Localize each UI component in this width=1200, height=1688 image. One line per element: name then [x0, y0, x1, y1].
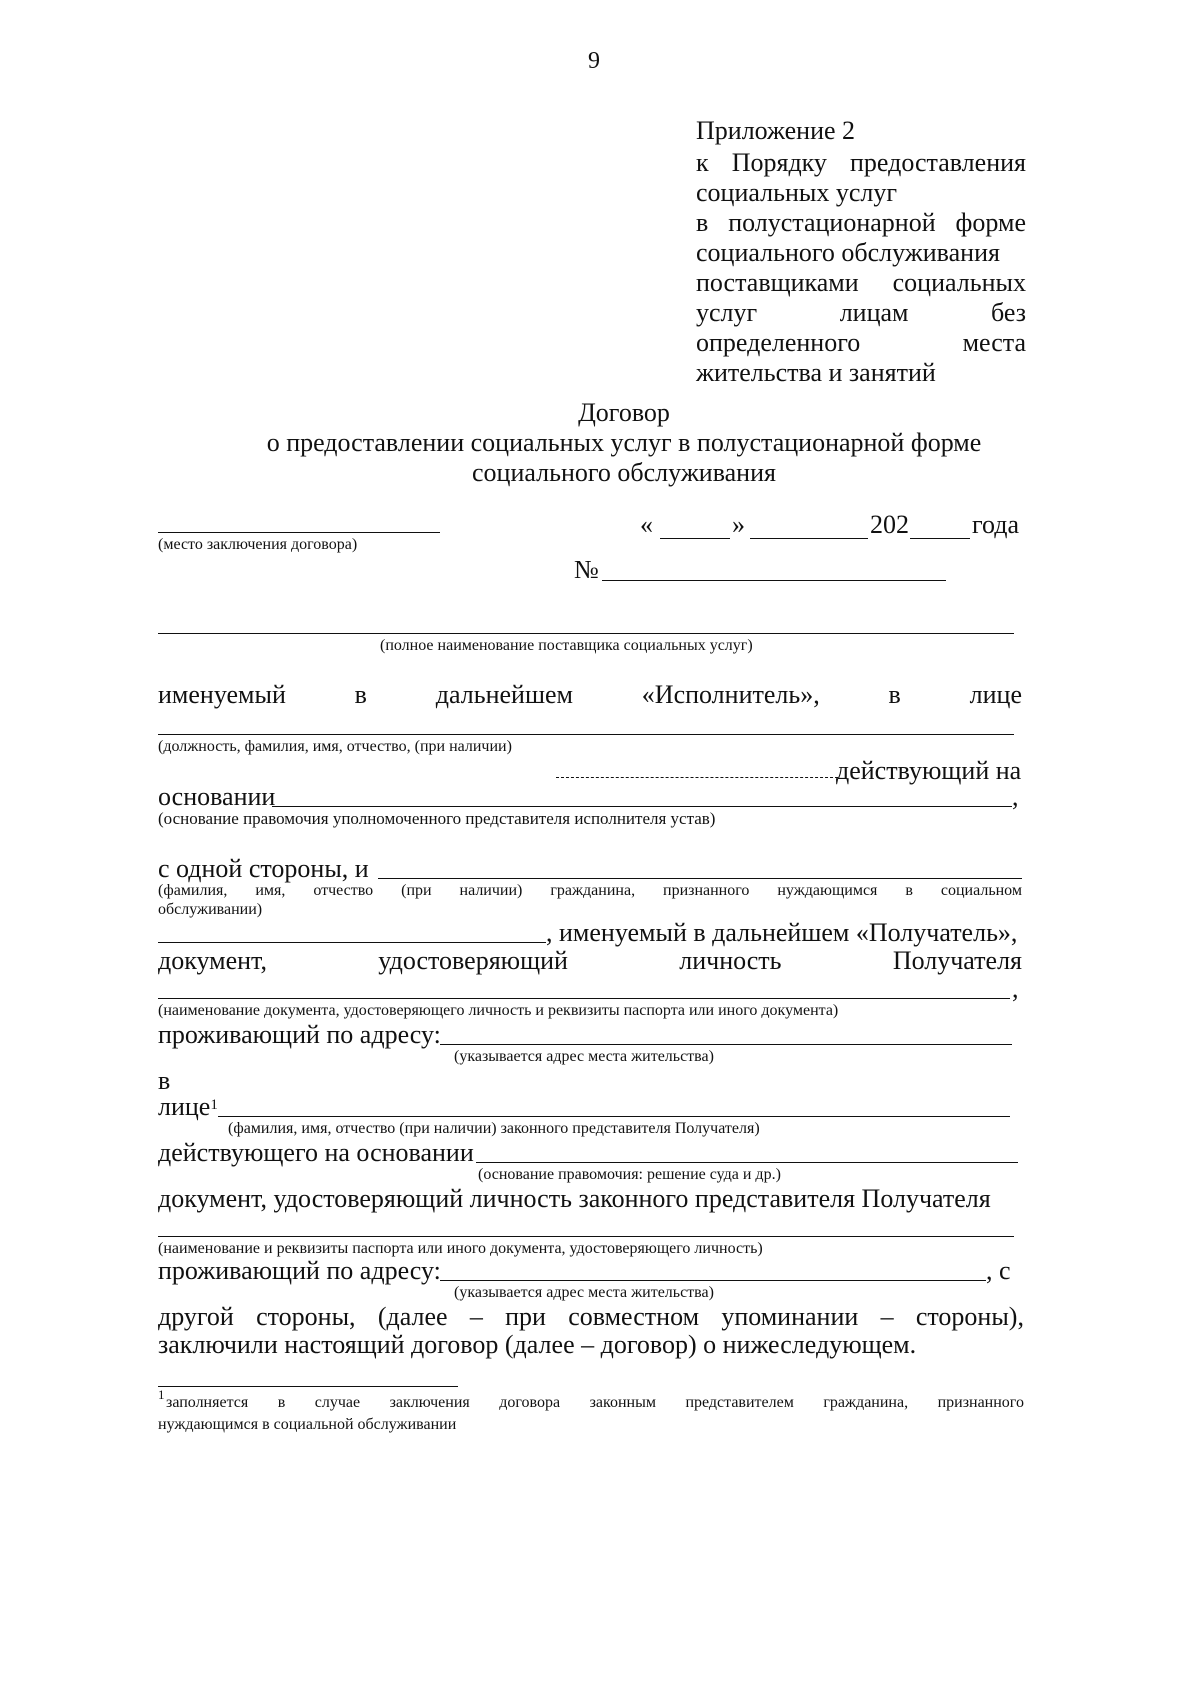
rep-address-label: проживающий по адресу: — [158, 1256, 441, 1285]
document-caption: (наименование документа, удостоверяющего личность и реквизиты паспорта или иного документа) — [158, 1002, 839, 1019]
provider-caption: (полное наименование поставщика социальных услуг) — [380, 637, 753, 654]
footnote-text: заполняется в случае заключения договора законным представителем гражданина, признанного — [166, 1394, 1024, 1411]
appendix-title: Приложение 2 — [696, 116, 856, 145]
rep-caption: (фамилия, имя, отчество (при наличии) законного представителя Получателя) — [228, 1120, 760, 1137]
rep-doc-text: документ, удостоверяющий личность законного представителя Получателя — [158, 1184, 991, 1213]
rep-name-field[interactable] — [218, 1116, 1010, 1117]
date-close-quote: » — [732, 510, 745, 539]
date-month-field[interactable] — [750, 538, 868, 539]
rep-doc-field[interactable] — [158, 1236, 1014, 1237]
rep-address-field[interactable] — [440, 1280, 986, 1281]
basis-field[interactable] — [272, 806, 1012, 807]
address-caption: (указывается адрес места жительства) — [454, 1048, 714, 1065]
rep-basis-caption: (основание правомочия: решение суда и др.) — [478, 1166, 781, 1183]
appendix-line: социального обслуживания — [696, 238, 1000, 267]
page-number: 9 — [588, 48, 600, 74]
place-field[interactable] — [158, 532, 440, 533]
rep-address-suffix: , с — [986, 1256, 1011, 1285]
number-sign: № — [574, 555, 599, 584]
contract-subtitle: о предоставлении социальных услуг в полустационарной форме — [266, 428, 982, 457]
appendix-line: социальных услуг — [696, 178, 898, 207]
recipient-caption-line2: обслуживании) — [158, 901, 263, 918]
footnote-separator — [158, 1386, 458, 1387]
provider-name-field[interactable] — [158, 633, 1014, 634]
document-comma: , — [1012, 974, 1019, 1003]
recipient-name-field[interactable] — [378, 878, 1022, 879]
rep-doc-caption: (наименование и реквизиты паспорта или иного документа, удостоверяющего личность) — [158, 1240, 763, 1257]
rep-basis-field[interactable] — [476, 1162, 1018, 1163]
executor-line: именуемый в дальнейшем «Исполнитель», в лице — [158, 680, 1022, 709]
one-side-text: с одной стороны, и — [158, 854, 369, 883]
footnote-mark: 1 — [158, 1387, 165, 1402]
date-year-prefix: 202 — [870, 510, 909, 539]
date-day-field[interactable] — [660, 538, 730, 539]
rep-address-caption: (указывается адрес места жительства) — [454, 1284, 714, 1301]
footnote-text-line2: нуждающимся в социальной обслуживании — [158, 1416, 457, 1433]
contract-subtitle: социального обслуживания — [472, 458, 776, 487]
acting-text: действующий на — [836, 756, 1022, 785]
rep-v: в — [158, 1066, 171, 1095]
date-year-field[interactable] — [910, 538, 970, 539]
appendix-line: жительства и занятий — [696, 358, 936, 387]
document-field[interactable] — [158, 998, 1010, 999]
appendix-line: услуг лицам без — [696, 298, 1026, 327]
appendix-line: в полустационарной форме — [696, 208, 1026, 237]
basis-comma: , — [1012, 782, 1019, 811]
footnote-ref: 1 — [210, 1097, 218, 1113]
position-caption: (должность, фамилия, имя, отчество, (при наличии) — [158, 738, 512, 755]
date-year-suffix: года — [972, 510, 1020, 539]
rep-basis-label: действующего на основании — [158, 1138, 474, 1167]
address-label: проживающий по адресу: — [158, 1020, 441, 1049]
acting-dashed-field[interactable] — [556, 777, 838, 778]
rep-litse: лице$^1$ — [158, 1092, 218, 1121]
appendix-line: определенного места — [696, 328, 1026, 357]
basis-caption: (основание правомочия уполномоченного представителя исполнителя устав) — [158, 809, 716, 828]
recipient-name-field-2[interactable] — [158, 942, 546, 943]
recipient-named-text: , именуемый в дальнейшем «Получатель», — [546, 918, 1018, 947]
contract-title: Договор — [578, 398, 670, 427]
contract-number-field[interactable] — [602, 580, 946, 581]
other-side-line: другой стороны, (далее – при совместном упоминании – стороны), — [158, 1302, 1024, 1331]
appendix-line: поставщиками социальных — [696, 268, 1026, 297]
place-caption: (место заключения договора) — [158, 536, 358, 553]
concluded-line: заключили настоящий договор (далее – договор) о нижеследующем. — [158, 1330, 917, 1359]
executor-position-field[interactable] — [158, 734, 1014, 735]
document-line: документ, удостоверяющий личность Получателя — [158, 946, 1022, 975]
date-open-quote: « — [640, 510, 653, 539]
address-field[interactable] — [440, 1044, 1012, 1045]
basis-label: основании — [158, 782, 276, 811]
appendix-line: к Порядку предоставления — [696, 148, 1026, 177]
recipient-caption: (фамилия, имя, отчество (при наличии) гражданина, признанного нуждающимся в социальном — [158, 882, 1022, 899]
